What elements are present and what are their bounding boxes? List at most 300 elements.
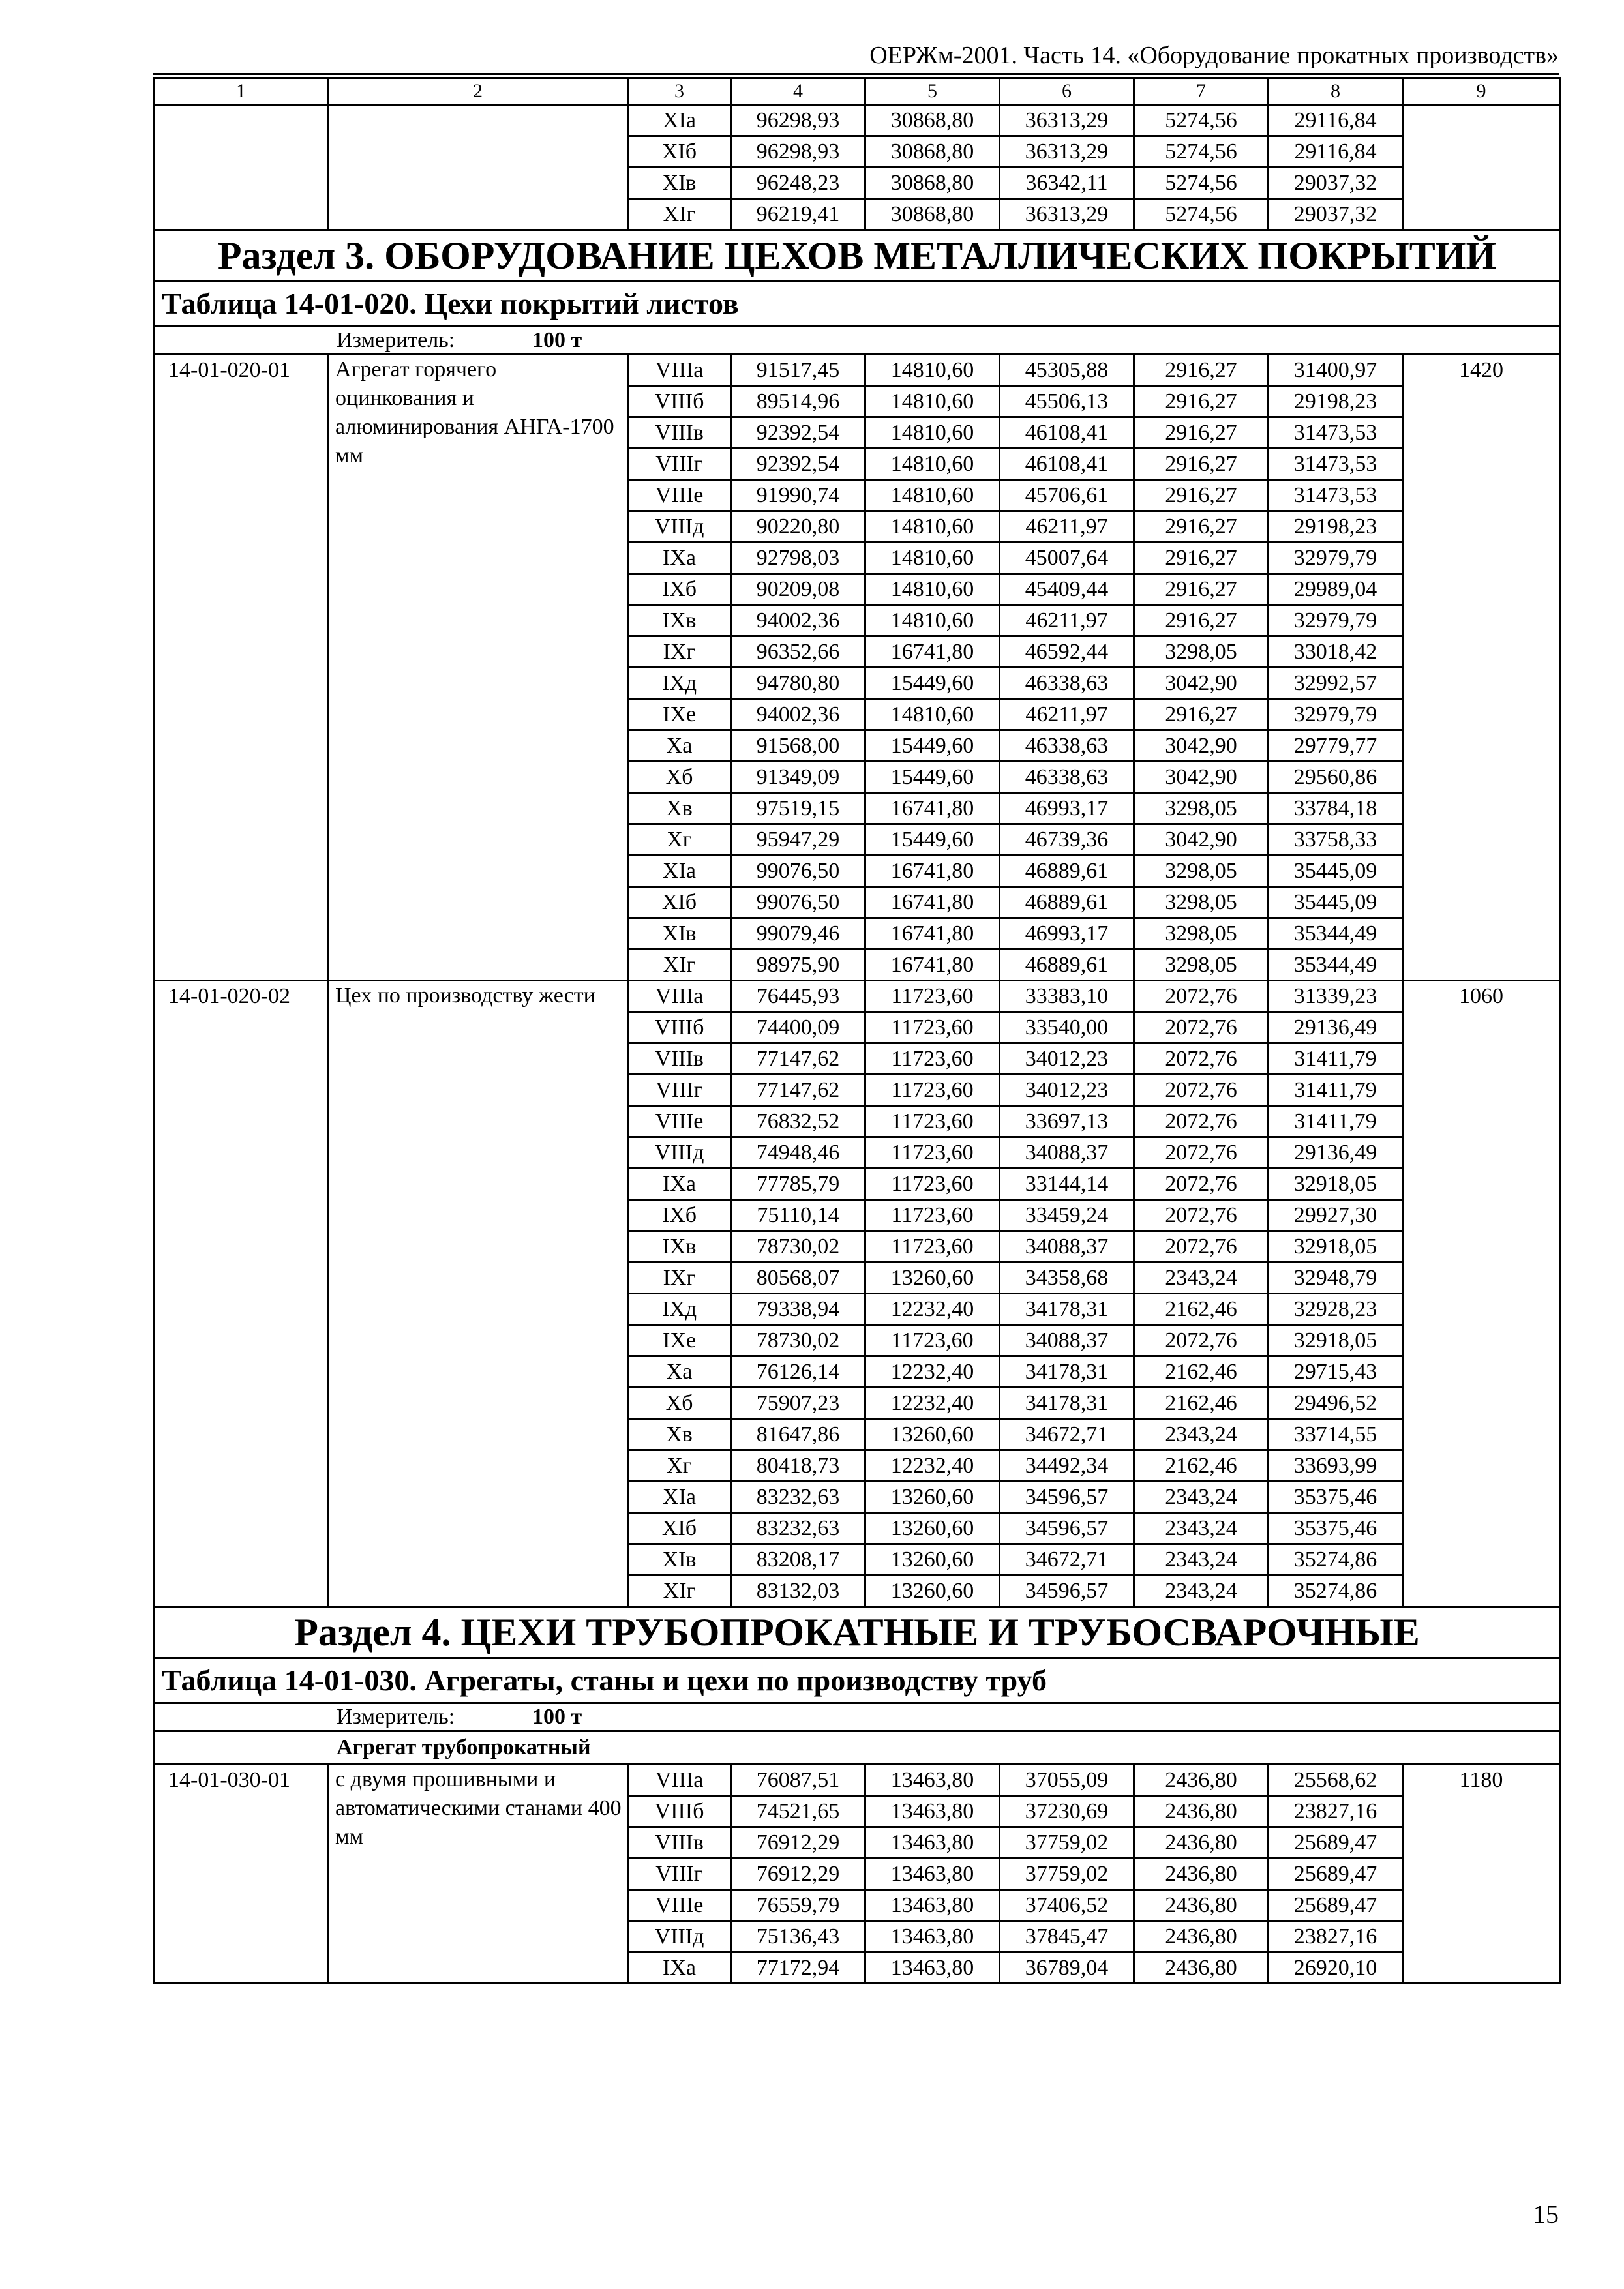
region-cell: VIIIа <box>628 981 731 1012</box>
value-cell: 14810,60 <box>865 449 1000 480</box>
subheading: Агрегат трубопрокатный <box>337 1735 591 1759</box>
value-cell: 35274,86 <box>1269 1576 1403 1607</box>
region-cell: IXе <box>628 1325 731 1356</box>
region-cell: XIв <box>628 918 731 950</box>
value-cell: 77147,62 <box>731 1043 865 1075</box>
value-cell: 2162,46 <box>1134 1450 1269 1482</box>
value-cell: 29989,04 <box>1269 574 1403 605</box>
value-cell: 46338,63 <box>1000 730 1134 762</box>
region-cell: VIIIа <box>628 355 731 386</box>
value-cell: 77785,79 <box>731 1169 865 1200</box>
value-cell: 34012,23 <box>1000 1075 1134 1106</box>
value-cell: 79338,94 <box>731 1294 865 1325</box>
value-cell: 83208,17 <box>731 1544 865 1576</box>
value-cell: 5274,56 <box>1134 168 1269 199</box>
value-cell: 29136,49 <box>1269 1012 1403 1043</box>
value-cell: 14810,60 <box>865 355 1000 386</box>
value-cell: 2072,76 <box>1134 1012 1269 1043</box>
region-cell: IXг <box>628 1263 731 1294</box>
region-cell: VIIIе <box>628 1890 731 1921</box>
value-cell: 76912,29 <box>731 1827 865 1859</box>
value-cell: 46889,61 <box>1000 887 1134 918</box>
value-cell: 25689,47 <box>1269 1859 1403 1890</box>
value-cell: 2916,27 <box>1134 699 1269 730</box>
value-cell: 74948,46 <box>731 1137 865 1169</box>
value-cell: 11723,60 <box>865 1043 1000 1075</box>
region-cell: VIIIе <box>628 480 731 511</box>
value-cell: 99079,46 <box>731 918 865 950</box>
subheading-cell <box>155 1731 1560 1765</box>
value-cell: 33383,10 <box>1000 981 1134 1012</box>
region-cell: IXд <box>628 668 731 699</box>
value-cell: 2072,76 <box>1134 1106 1269 1137</box>
region-cell: VIIIв <box>628 417 731 449</box>
column-number: 5 <box>865 78 1000 105</box>
value-cell: 76087,51 <box>731 1765 865 1796</box>
value-cell: 37230,69 <box>1000 1796 1134 1827</box>
value-cell: 11723,60 <box>865 1137 1000 1169</box>
value-cell: 29198,23 <box>1269 511 1403 543</box>
region-cell: VIIIа <box>628 1765 731 1796</box>
value-cell: 13463,80 <box>865 1859 1000 1890</box>
value-cell: 92798,03 <box>731 543 865 574</box>
region-cell: Xг <box>628 1450 731 1482</box>
value-cell: 2916,27 <box>1134 480 1269 511</box>
region-cell: VIIIв <box>628 1827 731 1859</box>
region-cell: XIб <box>628 136 731 168</box>
value-cell: 32918,05 <box>1269 1169 1403 1200</box>
value-cell: 16741,80 <box>865 856 1000 887</box>
value-cell: 3042,90 <box>1134 668 1269 699</box>
value-cell: 46338,63 <box>1000 668 1134 699</box>
value-cell: 29496,52 <box>1269 1388 1403 1419</box>
value-cell: 15449,60 <box>865 824 1000 856</box>
value-cell: 3298,05 <box>1134 918 1269 950</box>
value-cell: 34672,71 <box>1000 1544 1134 1576</box>
value-cell: 2916,27 <box>1134 386 1269 417</box>
table-title-row <box>155 1658 1560 1703</box>
value-cell: 34178,31 <box>1000 1356 1134 1388</box>
value-cell: 74400,09 <box>731 1012 865 1043</box>
value-cell: 11723,60 <box>865 1075 1000 1106</box>
value-cell: 13260,60 <box>865 1544 1000 1576</box>
header-rule <box>153 73 1559 75</box>
value-cell: 45506,13 <box>1000 386 1134 417</box>
table-row <box>155 355 1560 386</box>
item-code <box>155 105 328 230</box>
region-cell: VIIIб <box>628 386 731 417</box>
column-number: 9 <box>1403 78 1560 105</box>
value-cell: 45305,88 <box>1000 355 1134 386</box>
region-cell: Xв <box>628 1419 731 1450</box>
region-cell: XIг <box>628 950 731 981</box>
value-cell: 34672,71 <box>1000 1419 1134 1450</box>
value-cell: 3042,90 <box>1134 730 1269 762</box>
value-cell: 29037,32 <box>1269 168 1403 199</box>
value-cell: 13260,60 <box>865 1419 1000 1450</box>
value-cell: 2436,80 <box>1134 1859 1269 1890</box>
value-cell: 13260,60 <box>865 1513 1000 1544</box>
value-cell: 32992,57 <box>1269 668 1403 699</box>
value-cell: 36313,29 <box>1000 136 1134 168</box>
value-cell: 31411,79 <box>1269 1075 1403 1106</box>
section-heading: Раздел 4. ЦЕХИ ТРУБОПРОКАТНЫЕ И ТРУБОСВАРОЧНЫЕ <box>155 1607 1560 1658</box>
value-cell: 35344,49 <box>1269 918 1403 950</box>
value-cell: 94780,80 <box>731 668 865 699</box>
value-cell: 90220,80 <box>731 511 865 543</box>
column-number: 2 <box>328 78 628 105</box>
value-cell: 2343,24 <box>1134 1576 1269 1607</box>
value-cell: 2072,76 <box>1134 981 1269 1012</box>
value-cell: 2072,76 <box>1134 1075 1269 1106</box>
value-cell: 13260,60 <box>865 1482 1000 1513</box>
region-cell: VIIIб <box>628 1012 731 1043</box>
value-cell: 30868,80 <box>865 105 1000 136</box>
column-number: 1 <box>155 78 328 105</box>
value-cell: 36313,29 <box>1000 105 1134 136</box>
value-cell: 34178,31 <box>1000 1294 1134 1325</box>
value-cell: 11723,60 <box>865 1169 1000 1200</box>
table-row <box>155 1765 1560 1796</box>
value-cell: 36342,11 <box>1000 168 1134 199</box>
region-cell: Xа <box>628 1356 731 1388</box>
value-cell: 81647,86 <box>731 1419 865 1450</box>
value-cell: 35375,46 <box>1269 1513 1403 1544</box>
item-code: 14-01-030-01 <box>155 1765 328 1984</box>
value-cell: 3298,05 <box>1134 636 1269 668</box>
value-cell: 2343,24 <box>1134 1513 1269 1544</box>
value-cell: 23827,16 <box>1269 1921 1403 1952</box>
region-cell: IXа <box>628 1169 731 1200</box>
value-cell: 2072,76 <box>1134 1043 1269 1075</box>
value-cell: 2072,76 <box>1134 1200 1269 1231</box>
value-cell: 29136,49 <box>1269 1137 1403 1169</box>
region-cell: XIг <box>628 1576 731 1607</box>
measure-cell <box>155 1703 1560 1731</box>
region-cell: XIа <box>628 105 731 136</box>
value-cell: 78730,02 <box>731 1231 865 1263</box>
table-title-row <box>155 282 1560 327</box>
value-cell: 34012,23 <box>1000 1043 1134 1075</box>
value-cell: 25568,62 <box>1269 1765 1403 1796</box>
value-cell: 33697,13 <box>1000 1106 1134 1137</box>
value-cell: 2436,80 <box>1134 1952 1269 1984</box>
item-description <box>328 105 628 230</box>
value-cell: 37759,02 <box>1000 1859 1134 1890</box>
value-cell: 29715,43 <box>1269 1356 1403 1388</box>
value-cell: 11723,60 <box>865 1231 1000 1263</box>
value-cell: 30868,80 <box>865 136 1000 168</box>
value-cell: 31473,53 <box>1269 417 1403 449</box>
section-heading-row <box>155 1607 1560 1658</box>
region-cell: VIIIг <box>628 449 731 480</box>
value-cell: 31339,23 <box>1269 981 1403 1012</box>
value-cell: 76912,29 <box>731 1859 865 1890</box>
measure-label: Измеритель: <box>337 1705 455 1729</box>
value-cell: 34088,37 <box>1000 1231 1134 1263</box>
value-cell: 31400,97 <box>1269 355 1403 386</box>
value-cell: 90209,08 <box>731 574 865 605</box>
value-cell: 91568,00 <box>731 730 865 762</box>
value-cell: 46108,41 <box>1000 449 1134 480</box>
value-cell: 2916,27 <box>1134 355 1269 386</box>
value-cell: 46889,61 <box>1000 856 1134 887</box>
region-cell: Xб <box>628 762 731 793</box>
value-cell: 2436,80 <box>1134 1765 1269 1796</box>
value-cell: 32979,79 <box>1269 605 1403 636</box>
value-cell: 16741,80 <box>865 793 1000 824</box>
table-row <box>155 105 1560 136</box>
value-cell: 13463,80 <box>865 1921 1000 1952</box>
value-cell: 30868,80 <box>865 199 1000 230</box>
value-cell: 96298,93 <box>731 136 865 168</box>
region-cell: IXа <box>628 543 731 574</box>
value-cell: 16741,80 <box>865 887 1000 918</box>
value-cell: 29198,23 <box>1269 386 1403 417</box>
value-cell: 92392,54 <box>731 449 865 480</box>
value-cell: 15449,60 <box>865 668 1000 699</box>
value-cell: 2072,76 <box>1134 1137 1269 1169</box>
value-cell: 32918,05 <box>1269 1325 1403 1356</box>
value-cell: 37055,09 <box>1000 1765 1134 1796</box>
region-cell: XIв <box>628 168 731 199</box>
value-cell: 35375,46 <box>1269 1482 1403 1513</box>
value-cell: 13260,60 <box>865 1263 1000 1294</box>
value-cell: 35344,49 <box>1269 950 1403 981</box>
value-cell: 13463,80 <box>865 1952 1000 1984</box>
region-cell: IXв <box>628 605 731 636</box>
value-cell: 76126,14 <box>731 1356 865 1388</box>
item-description: Агрегат горячего оцинкования и алюминирования АНГА-1700 мм <box>328 355 628 981</box>
value-cell: 91349,09 <box>731 762 865 793</box>
region-cell: IXг <box>628 636 731 668</box>
value-cell: 12232,40 <box>865 1388 1000 1419</box>
value-cell: 2072,76 <box>1134 1231 1269 1263</box>
value-cell: 46211,97 <box>1000 699 1134 730</box>
value-cell: 2916,27 <box>1134 449 1269 480</box>
value-cell: 2916,27 <box>1134 543 1269 574</box>
value-cell: 3298,05 <box>1134 793 1269 824</box>
value-cell: 3298,05 <box>1134 887 1269 918</box>
value-cell: 3298,05 <box>1134 856 1269 887</box>
value-cell: 46108,41 <box>1000 417 1134 449</box>
column-number: 4 <box>731 78 865 105</box>
region-cell: VIIIд <box>628 1921 731 1952</box>
item-description: Цех по производству жести <box>328 981 628 1607</box>
measure-cell <box>155 327 1560 355</box>
value-cell: 94002,36 <box>731 605 865 636</box>
table-row <box>155 981 1560 1012</box>
value-cell: 13463,80 <box>865 1796 1000 1827</box>
value-cell: 12232,40 <box>865 1450 1000 1482</box>
region-cell: IXа <box>628 1952 731 1984</box>
value-cell: 5274,56 <box>1134 136 1269 168</box>
measure-row <box>155 1703 1560 1731</box>
value-cell: 26920,10 <box>1269 1952 1403 1984</box>
value-cell: 34088,37 <box>1000 1325 1134 1356</box>
region-cell: VIIIд <box>628 511 731 543</box>
value-cell: 95947,29 <box>731 824 865 856</box>
value-cell: 2072,76 <box>1134 1169 1269 1200</box>
value-cell: 11723,60 <box>865 1106 1000 1137</box>
region-cell: VIIIб <box>628 1796 731 1827</box>
value-cell: 2436,80 <box>1134 1921 1269 1952</box>
value-cell: 34492,34 <box>1000 1450 1134 1482</box>
value-cell: 32979,79 <box>1269 699 1403 730</box>
value-cell: 5274,56 <box>1134 105 1269 136</box>
value-cell: 83232,63 <box>731 1513 865 1544</box>
value-cell: 2162,46 <box>1134 1294 1269 1325</box>
value-cell: 78730,02 <box>731 1325 865 1356</box>
value-cell: 46211,97 <box>1000 605 1134 636</box>
value-cell: 99076,50 <box>731 887 865 918</box>
region-cell: IXе <box>628 699 731 730</box>
value-cell: 13463,80 <box>865 1890 1000 1921</box>
value-cell: 2343,24 <box>1134 1544 1269 1576</box>
value-cell: 3298,05 <box>1134 950 1269 981</box>
value-cell: 37759,02 <box>1000 1827 1134 1859</box>
value-cell: 35274,86 <box>1269 1544 1403 1576</box>
column-number: 6 <box>1000 78 1134 105</box>
extra-value: 1420 <box>1403 355 1560 981</box>
value-cell: 32979,79 <box>1269 543 1403 574</box>
section-heading-row <box>155 230 1560 282</box>
value-cell: 32948,79 <box>1269 1263 1403 1294</box>
value-cell: 3042,90 <box>1134 824 1269 856</box>
value-cell: 31411,79 <box>1269 1043 1403 1075</box>
value-cell: 34358,68 <box>1000 1263 1134 1294</box>
value-cell: 2916,27 <box>1134 605 1269 636</box>
running-header: ОЕРЖм-2001. Часть 14. «Оборудование прокатных производств» <box>869 42 1559 69</box>
subheading-row <box>155 1731 1560 1765</box>
value-cell: 14810,60 <box>865 574 1000 605</box>
item-description: с двумя прошивными и автоматическими станами 400 мм <box>328 1765 628 1984</box>
value-cell: 80568,07 <box>731 1263 865 1294</box>
value-cell: 37845,47 <box>1000 1921 1134 1952</box>
value-cell: 35445,09 <box>1269 856 1403 887</box>
extra-value: 1180 <box>1403 1765 1560 1984</box>
value-cell: 2436,80 <box>1134 1890 1269 1921</box>
region-cell: VIIIв <box>628 1043 731 1075</box>
value-cell: 89514,96 <box>731 386 865 417</box>
value-cell: 29116,84 <box>1269 105 1403 136</box>
price-table <box>153 77 1561 1984</box>
region-cell: IXб <box>628 574 731 605</box>
value-cell: 76559,79 <box>731 1890 865 1921</box>
value-cell: 32918,05 <box>1269 1231 1403 1263</box>
value-cell: 12232,40 <box>865 1294 1000 1325</box>
value-cell: 45706,61 <box>1000 480 1134 511</box>
value-cell: 36789,04 <box>1000 1952 1134 1984</box>
value-cell: 94002,36 <box>731 699 865 730</box>
value-cell: 76445,93 <box>731 981 865 1012</box>
section-heading: Раздел 3. ОБОРУДОВАНИЕ ЦЕХОВ МЕТАЛЛИЧЕСКИХ ПОКРЫТИЙ <box>155 230 1560 282</box>
value-cell: 12232,40 <box>865 1356 1000 1388</box>
value-cell: 31411,79 <box>1269 1106 1403 1137</box>
measure-value: 100 т <box>532 328 582 352</box>
region-cell: VIIIе <box>628 1106 731 1137</box>
value-cell: 96352,66 <box>731 636 865 668</box>
value-cell: 29927,30 <box>1269 1200 1403 1231</box>
value-cell: 16741,80 <box>865 636 1000 668</box>
value-cell: 14810,60 <box>865 417 1000 449</box>
region-cell: XIа <box>628 1482 731 1513</box>
region-cell: IXд <box>628 1294 731 1325</box>
value-cell: 96298,93 <box>731 105 865 136</box>
value-cell: 29116,84 <box>1269 136 1403 168</box>
item-code: 14-01-020-02 <box>155 981 328 1607</box>
value-cell: 98975,90 <box>731 950 865 981</box>
value-cell: 2343,24 <box>1134 1482 1269 1513</box>
region-cell: Xа <box>628 730 731 762</box>
value-cell: 83132,03 <box>731 1576 865 1607</box>
value-cell: 25689,47 <box>1269 1827 1403 1859</box>
value-cell: 33714,55 <box>1269 1419 1403 1450</box>
value-cell: 33459,24 <box>1000 1200 1134 1231</box>
region-cell: IXв <box>628 1231 731 1263</box>
value-cell: 74521,65 <box>731 1796 865 1827</box>
column-number: 3 <box>628 78 731 105</box>
value-cell: 99076,50 <box>731 856 865 887</box>
value-cell: 11723,60 <box>865 1012 1000 1043</box>
value-cell: 77172,94 <box>731 1952 865 1984</box>
value-cell: 5274,56 <box>1134 199 1269 230</box>
page-number: 15 <box>1533 2200 1559 2229</box>
value-cell: 23827,16 <box>1269 1796 1403 1827</box>
value-cell: 13463,80 <box>865 1827 1000 1859</box>
value-cell: 31473,53 <box>1269 449 1403 480</box>
value-cell: 96248,23 <box>731 168 865 199</box>
value-cell: 46739,36 <box>1000 824 1134 856</box>
table-title: Таблица 14-01-020. Цехи покрытий листов <box>155 282 1560 327</box>
region-cell: XIб <box>628 1513 731 1544</box>
value-cell: 14810,60 <box>865 699 1000 730</box>
value-cell: 33693,99 <box>1269 1450 1403 1482</box>
region-cell: VIIIд <box>628 1137 731 1169</box>
value-cell: 75907,23 <box>731 1388 865 1419</box>
value-cell: 2162,46 <box>1134 1388 1269 1419</box>
value-cell: 45007,64 <box>1000 543 1134 574</box>
value-cell: 15449,60 <box>865 762 1000 793</box>
value-cell: 32928,23 <box>1269 1294 1403 1325</box>
value-cell: 13260,60 <box>865 1576 1000 1607</box>
value-cell: 37406,52 <box>1000 1890 1134 1921</box>
value-cell: 91517,45 <box>731 355 865 386</box>
value-cell: 30868,80 <box>865 168 1000 199</box>
value-cell: 33018,42 <box>1269 636 1403 668</box>
region-cell: Xг <box>628 824 731 856</box>
value-cell: 46338,63 <box>1000 762 1134 793</box>
value-cell: 35445,09 <box>1269 887 1403 918</box>
region-cell: XIб <box>628 887 731 918</box>
value-cell: 92392,54 <box>731 417 865 449</box>
value-cell: 14810,60 <box>865 543 1000 574</box>
value-cell: 2343,24 <box>1134 1263 1269 1294</box>
column-number: 8 <box>1269 78 1403 105</box>
value-cell: 75136,43 <box>731 1921 865 1952</box>
value-cell: 2162,46 <box>1134 1356 1269 1388</box>
value-cell: 34178,31 <box>1000 1388 1134 1419</box>
value-cell: 91990,74 <box>731 480 865 511</box>
region-cell: Xв <box>628 793 731 824</box>
region-cell: VIIIг <box>628 1859 731 1890</box>
column-number: 7 <box>1134 78 1269 105</box>
value-cell: 46993,17 <box>1000 918 1134 950</box>
measure-value: 100 т <box>532 1705 582 1729</box>
value-cell: 80418,73 <box>731 1450 865 1482</box>
value-cell: 46889,61 <box>1000 950 1134 981</box>
value-cell: 31473,53 <box>1269 480 1403 511</box>
